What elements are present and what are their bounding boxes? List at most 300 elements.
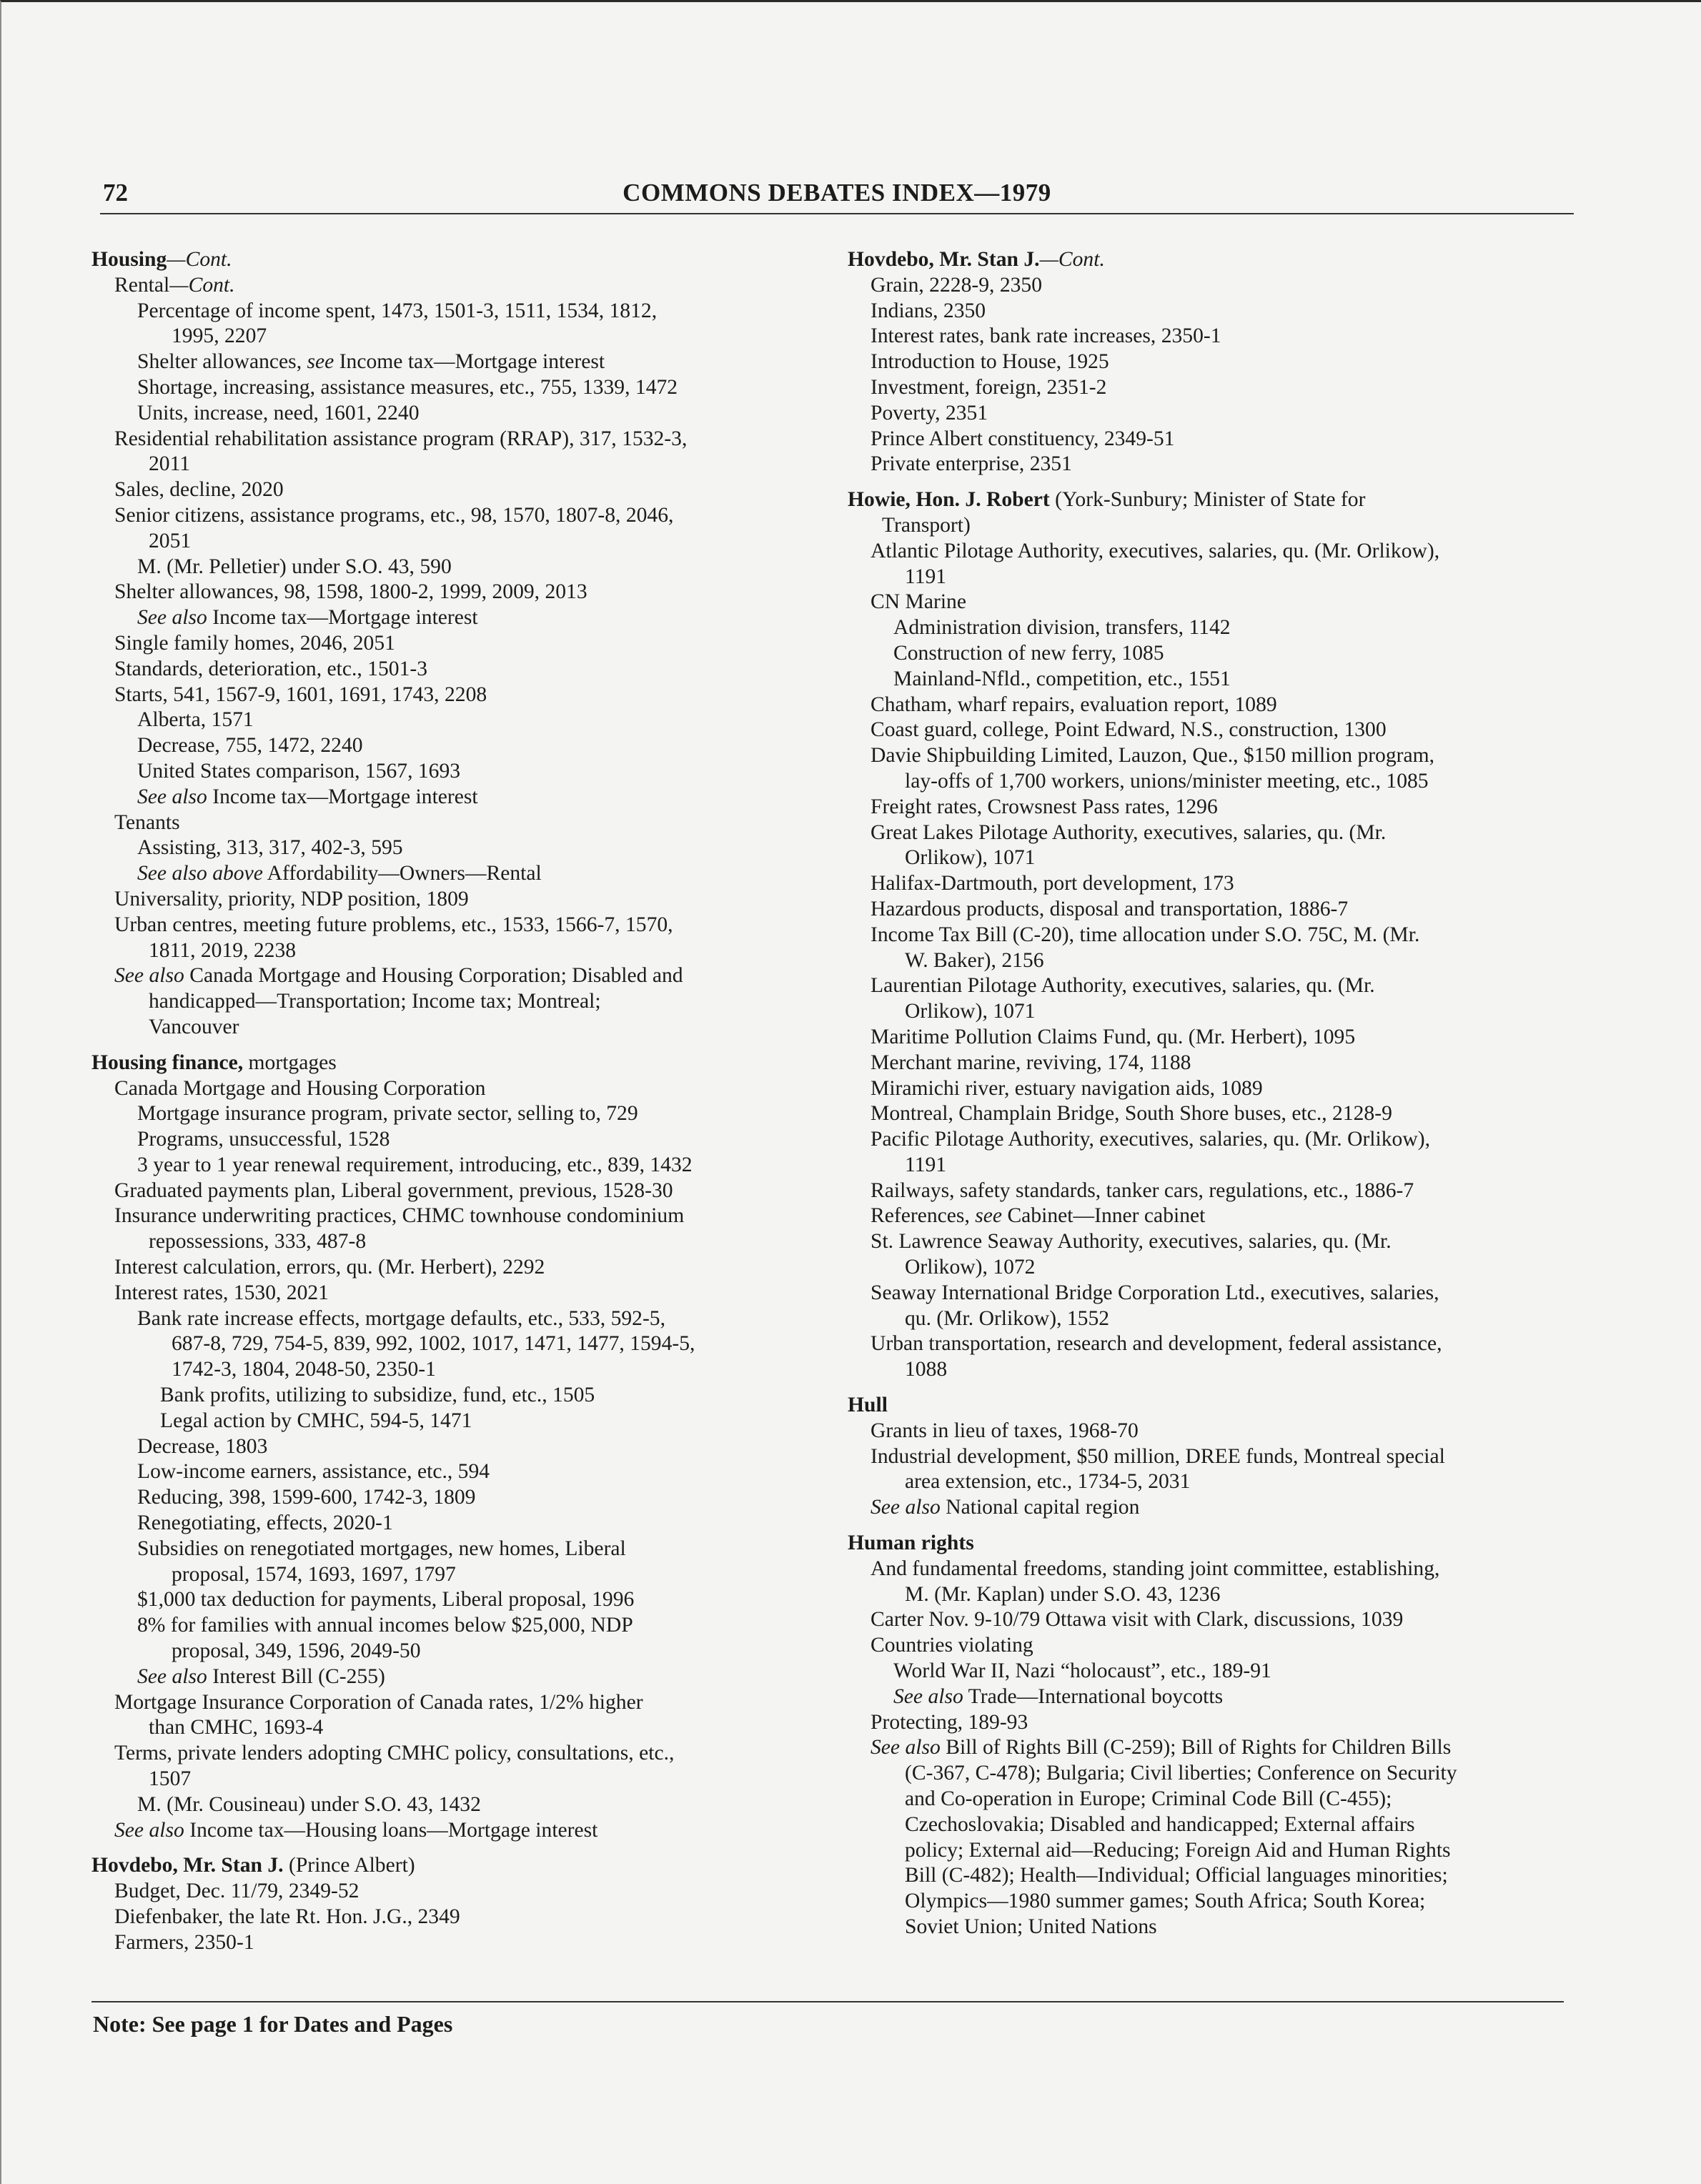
entry-text: M. (Mr. Cousineau) under S.O. 43, 1432 — [137, 1792, 481, 1816]
entry-text: $1,000 tax deduction for payments, Liberal proposal, 1996 — [137, 1588, 635, 1612]
entry-line — [91, 1853, 806, 1879]
entry-line — [91, 835, 806, 861]
entry-line — [848, 1229, 1577, 1255]
entry-text: Mortgage insurance program, private sector, selling to, 729 — [137, 1102, 638, 1126]
entry-text: Soviet Union; United Nations — [905, 1915, 1157, 1938]
entry-text: CN Marine — [871, 590, 966, 614]
entry-line — [848, 667, 1577, 693]
index-subentry — [848, 795, 1577, 820]
entry-text: Affordability—Owners—Rental — [262, 862, 542, 885]
index-subentry — [848, 1281, 1577, 1332]
entry-text: Diefenbaker, the late Rt. Hon. J.G., 2349 — [114, 1905, 460, 1928]
entry-line — [91, 963, 806, 989]
entry-text: Bill of Rights Bill (C-259); Bill of Rights for Children Bills — [940, 1736, 1452, 1759]
index-subentry — [848, 401, 1577, 427]
index-subentry — [91, 1101, 806, 1127]
index-subentry — [848, 273, 1577, 299]
index-subentry — [848, 1203, 1577, 1229]
entry-text: 2011 — [149, 452, 191, 476]
index-subentry — [91, 1281, 806, 1306]
index-subentry — [848, 743, 1577, 795]
entry-continuation-line — [848, 1915, 1577, 1940]
index-heading — [848, 487, 1577, 539]
entry-line — [91, 247, 806, 273]
index-heading — [91, 247, 806, 273]
index-subentry — [848, 1495, 1577, 1521]
heading-term: Hovdebo, Mr. Stan J. — [91, 1854, 284, 1877]
entry-text: 687-8, 729, 754-5, 839, 992, 1002, 1017, 1471, 1477, 1594-5, — [172, 1332, 695, 1356]
entry-text: Rental — [114, 273, 170, 297]
entry-text: Shortage, increasing, assistance measures, etc., 755, 1339, 1472 — [137, 375, 678, 399]
index-subentry — [91, 401, 806, 427]
entry-text: Hazardous products, disposal and transportation, 1886-7 — [871, 897, 1349, 920]
entry-text: Terms, private lenders adopting CMHC policy, consultations, etc., — [114, 1742, 675, 1765]
entry-text: Residential rehabilitation assistance program (RRAP), 317, 1532-3, — [114, 427, 688, 450]
index-subentry — [91, 631, 806, 657]
entry-line — [91, 477, 806, 503]
entry-text: 1742-3, 1804, 2048-50, 2350-1 — [172, 1358, 436, 1381]
index-subentry — [848, 923, 1577, 974]
entry-line — [91, 1905, 806, 1930]
entry-text: Private enterprise, 2351 — [871, 452, 1072, 476]
index-subentry — [91, 810, 806, 836]
entry-line — [848, 1735, 1577, 1761]
entry-line — [848, 349, 1577, 375]
index-subentry — [91, 1255, 806, 1281]
entry-line — [91, 708, 806, 733]
index-subentry — [848, 667, 1577, 693]
entry-continuation-line — [848, 948, 1577, 974]
index-subentry — [91, 708, 806, 733]
index-subentry — [91, 1613, 806, 1664]
index-subentry — [91, 1383, 806, 1409]
index-subentry — [91, 1434, 806, 1460]
entry-text: Urban transportation, research and development, federal assistance, — [871, 1332, 1442, 1356]
heading-term: Housing — [91, 248, 167, 271]
entry-line — [91, 1051, 806, 1076]
index-subentry — [91, 733, 806, 759]
entry-line — [848, 923, 1577, 948]
index-subentry — [91, 1511, 806, 1537]
entry-text: Introduction to House, 1925 — [871, 350, 1109, 374]
entry-text: Single family homes, 2046, 2051 — [114, 631, 395, 655]
entry-text: And fundamental freedoms, standing joint committee, establishing, — [871, 1557, 1440, 1580]
entry-continuation-line — [91, 1715, 806, 1741]
entry-text: Graduated payments plan, Liberal government, previous, 1528-30 — [114, 1178, 673, 1202]
entry-line — [848, 1025, 1577, 1051]
index-subentry — [848, 1025, 1577, 1051]
entry-text: Universality, priority, NDP position, 1809 — [114, 887, 469, 910]
entry-text: Pacific Pilotage Authority, executives, salaries, qu. (Mr. Orlikow), — [871, 1128, 1430, 1151]
index-heading — [848, 247, 1577, 273]
entry-text: Interest Bill (C-255) — [207, 1664, 385, 1688]
entry-text: St. Lawrence Seaway Authority, executives, salaries, qu. (Mr. — [871, 1230, 1392, 1254]
heading-term: Housing finance, — [91, 1051, 244, 1074]
index-subentry — [91, 1459, 806, 1485]
entry-line — [91, 1537, 806, 1562]
index-subentry — [91, 1153, 806, 1178]
entry-line — [91, 580, 806, 605]
entry-continuation-line — [848, 565, 1577, 590]
entry-text: Income tax—Mortgage interest — [207, 606, 478, 630]
index-subentry — [91, 427, 806, 478]
entry-continuation-line — [848, 1889, 1577, 1915]
index-entry-group — [848, 487, 1577, 1383]
entry-line — [91, 1255, 806, 1281]
entry-line — [91, 657, 806, 682]
index-subentry — [91, 1306, 806, 1383]
index-entry-group — [91, 1051, 806, 1844]
entry-continuation-line — [91, 1229, 806, 1255]
entry-text: Reducing, 398, 1599-600, 1742-3, 1809 — [137, 1486, 476, 1509]
entry-text: policy; External aid—Reducing; Foreign Aid and Human Rights — [905, 1838, 1451, 1862]
entry-line — [848, 1710, 1577, 1736]
index-entry-group — [848, 1531, 1577, 1940]
entry-continuation-line — [848, 1306, 1577, 1332]
entry-text: Trade—International boycotts — [963, 1684, 1224, 1708]
index-subentry — [91, 1905, 806, 1930]
entry-line — [848, 452, 1577, 477]
entry-text: Canada Mortgage and Housing Corporation — [114, 1076, 486, 1100]
index-subentry — [848, 539, 1577, 590]
entry-text: Countries violating — [871, 1634, 1033, 1657]
entry-text: Decrease, 755, 1472, 2240 — [137, 734, 363, 758]
index-subentry — [91, 375, 806, 401]
index-subentry — [91, 1792, 806, 1818]
entry-continuation-line — [91, 1639, 806, 1664]
entry-line — [91, 1178, 806, 1204]
entry-text: and Co-operation in Europe; Criminal Code Bill (C-455); — [905, 1787, 1392, 1811]
entry-line — [848, 1419, 1577, 1444]
entry-continuation-line — [848, 1153, 1577, 1178]
entry-text: Bill (C-482); Health—Individual; Official languages minorities; — [905, 1864, 1448, 1887]
continued-marker: —Cont. — [169, 273, 235, 297]
entry-text: repossessions, 333, 487-8 — [149, 1230, 367, 1254]
index-subentry — [848, 1659, 1577, 1684]
index-subentry — [91, 349, 806, 375]
entry-text: 1507 — [149, 1767, 192, 1791]
entry-line — [848, 718, 1577, 743]
index-subentry — [91, 682, 806, 708]
index-subentry — [91, 477, 806, 503]
entry-text: Decrease, 1803 — [137, 1434, 268, 1458]
entry-line — [848, 1659, 1577, 1684]
entry-text: Programs, unsuccessful, 1528 — [137, 1128, 390, 1151]
entry-line — [91, 555, 806, 580]
entry-text: Legal action by CMHC, 594-5, 1471 — [160, 1409, 472, 1432]
entry-text: Urban centres, meeting future problems, etc., 1533, 1566-7, 1570, — [114, 913, 673, 936]
entry-line — [91, 375, 806, 401]
entry-text: 2051 — [149, 529, 192, 552]
cross-reference-marker: See also — [871, 1496, 941, 1519]
index-subentry — [91, 887, 806, 913]
entry-text: Standards, deterioration, etc., 1501-3 — [114, 657, 428, 680]
entry-text: Interest calculation, errors, qu. (Mr. Herbert), 2292 — [114, 1256, 545, 1279]
entry-text: Canada Mortgage and Housing Corporation; Disabled and — [184, 964, 683, 988]
entry-line — [848, 1684, 1577, 1710]
entry-text: Investment, foreign, 2351-2 — [871, 375, 1107, 399]
index-subentry — [91, 963, 806, 1040]
cross-reference-marker: See also — [871, 1736, 941, 1759]
index-subentry — [91, 861, 806, 887]
index-subentry — [91, 1127, 806, 1153]
entry-line — [848, 273, 1577, 299]
entry-text: Renegotiating, effects, 2020-1 — [137, 1512, 393, 1535]
entry-text: Insurance underwriting practices, CHMC townhouse condominium — [114, 1204, 685, 1228]
entry-line — [91, 1664, 806, 1690]
heading-term: Hull — [848, 1394, 888, 1417]
entry-text: Atlantic Pilotage Authority, executives, salaries, qu. (Mr. Orlikow), — [871, 539, 1440, 562]
entry-text: Coast guard, college, Point Edward, N.S., construction, 1300 — [871, 718, 1387, 742]
index-subentry — [91, 759, 806, 785]
entry-line — [848, 1101, 1577, 1127]
entry-text: Miramichi river, estuary navigation aids, 1089 — [871, 1076, 1263, 1100]
entry-text: United States comparison, 1567, 1693 — [137, 759, 461, 783]
entry-line — [848, 973, 1577, 999]
entry-text: Chatham, wharf repairs, evaluation report, 1089 — [871, 693, 1277, 716]
entry-line — [848, 299, 1577, 324]
entry-text: Protecting, 189-93 — [871, 1710, 1028, 1734]
entry-text: Low-income earners, assistance, etc., 594 — [137, 1460, 490, 1484]
entry-line — [848, 590, 1577, 615]
index-entry-group — [91, 1853, 806, 1955]
index-subentry — [91, 1485, 806, 1511]
entry-line — [848, 795, 1577, 820]
entry-continuation-line — [91, 529, 806, 555]
entry-text: proposal, 1574, 1693, 1697, 1797 — [172, 1562, 456, 1586]
index-subentry — [848, 1684, 1577, 1710]
entry-line — [848, 743, 1577, 769]
entry-line — [848, 1178, 1577, 1204]
entry-line — [91, 1076, 806, 1102]
index-subentry — [91, 1537, 806, 1588]
index-subentry — [848, 693, 1577, 718]
entry-line — [848, 375, 1577, 401]
entry-line — [91, 503, 806, 529]
entry-continuation-line — [848, 1357, 1577, 1383]
entry-text: Mortgage Insurance Corporation of Canada rates, 1/2% higher — [114, 1690, 643, 1714]
index-subentry — [848, 1633, 1577, 1659]
index-subentry — [91, 1178, 806, 1204]
entry-line — [848, 247, 1577, 273]
entry-text: M. (Mr. Pelletier) under S.O. 43, 590 — [137, 555, 452, 578]
entry-line — [91, 1511, 806, 1537]
entry-text: 1995, 2207 — [172, 324, 267, 348]
entry-continuation-line — [848, 1787, 1577, 1812]
entry-continuation-line — [91, 1015, 806, 1041]
entry-line — [91, 1434, 806, 1460]
index-subentry — [848, 1178, 1577, 1204]
entry-line — [848, 1281, 1577, 1306]
entry-line — [848, 1051, 1577, 1076]
entry-line — [848, 1557, 1577, 1582]
entry-text: Starts, 541, 1567-9, 1601, 1691, 1743, 2208 — [114, 682, 487, 706]
index-subentry — [848, 324, 1577, 349]
entry-line — [91, 1587, 806, 1613]
index-heading — [91, 1051, 806, 1076]
entry-line — [848, 871, 1577, 897]
entry-text: Orlikow), 1072 — [905, 1256, 1036, 1279]
entry-text: (C-367, C-478); Bulgaria; Civil liberties; Conference on Security — [905, 1762, 1457, 1785]
index-subentry — [848, 299, 1577, 324]
index-subentry — [848, 375, 1577, 401]
entry-line — [848, 427, 1577, 452]
page-number: 72 — [103, 179, 128, 207]
entry-line — [848, 1127, 1577, 1153]
entry-text: Poverty, 2351 — [871, 401, 988, 425]
heading-term: Human rights — [848, 1532, 974, 1555]
entry-line — [91, 1741, 806, 1767]
entry-line — [91, 1459, 806, 1485]
entry-line — [91, 427, 806, 452]
index-subentry — [848, 718, 1577, 743]
heading-qualifier: mortgages — [243, 1051, 337, 1074]
heading-term: Hovdebo, Mr. Stan J. — [848, 248, 1040, 271]
entry-line — [91, 631, 806, 657]
cross-reference-marker: See also — [137, 785, 207, 808]
entry-line — [91, 785, 806, 810]
entry-line — [91, 1879, 806, 1905]
index-subentry — [848, 590, 1577, 615]
entry-line — [848, 1607, 1577, 1633]
entry-text: Prince Albert constituency, 2349-51 — [871, 427, 1175, 450]
continued-marker: —Cont. — [167, 248, 232, 271]
entry-line — [91, 349, 806, 375]
entry-text: qu. (Mr. Orlikow), 1552 — [905, 1306, 1110, 1330]
entry-text: Income tax—Mortgage interest — [334, 350, 605, 374]
entry-text: Davie Shipbuilding Limited, Lauzon, Que., $150 million program, — [871, 744, 1435, 768]
entry-text: Cabinet—Inner cabinet — [1002, 1204, 1206, 1228]
entry-line — [91, 1281, 806, 1306]
index-subentry — [91, 913, 806, 964]
index-subentry — [91, 1203, 806, 1255]
entry-line — [91, 401, 806, 427]
entry-text: References, — [871, 1204, 976, 1228]
index-subentry — [848, 1607, 1577, 1633]
entry-text: Railways, safety standards, tanker cars, regulations, etc., 1886-7 — [871, 1178, 1414, 1202]
index-subentry — [848, 452, 1577, 477]
index-subentry — [848, 349, 1577, 375]
entry-text: 1191 — [905, 1153, 947, 1176]
index-subentry — [91, 605, 806, 631]
entry-line — [848, 1076, 1577, 1102]
entry-continuation-line — [91, 989, 806, 1015]
entry-line — [91, 1306, 806, 1332]
entry-text: Bank rate increase effects, mortgage defaults, etc., 533, 592-5, — [137, 1306, 666, 1330]
entry-continuation-line — [848, 999, 1577, 1025]
entry-line — [848, 324, 1577, 349]
entry-continuation-line — [848, 1469, 1577, 1495]
index-subentry — [848, 1444, 1577, 1496]
entry-continuation-line — [91, 1357, 806, 1383]
cross-reference-marker: See also — [137, 1664, 207, 1688]
entry-continuation-line — [848, 1582, 1577, 1608]
entry-line — [848, 820, 1577, 846]
index-subentry — [848, 615, 1577, 641]
entry-text: than CMHC, 1693-4 — [149, 1716, 324, 1739]
entry-text: Vancouver — [149, 1015, 239, 1038]
index-subentry — [848, 1710, 1577, 1736]
index-subentry — [91, 1076, 806, 1102]
footer-note: Note: See page 1 for Dates and Pages — [93, 2011, 453, 2037]
entry-text: Orlikow), 1071 — [905, 1000, 1036, 1023]
index-subentry — [848, 1051, 1577, 1076]
entry-text: Mainland-Nfld., competition, etc., 1551 — [893, 667, 1231, 690]
index-column-right — [848, 247, 1577, 1940]
entry-line — [91, 1153, 806, 1178]
index-entry-group — [848, 1393, 1577, 1521]
heading-qualifier: (Prince Albert) — [283, 1854, 415, 1877]
entry-line — [91, 887, 806, 913]
entry-text: Interest rates, bank rate increases, 2350-1 — [871, 324, 1221, 348]
entry-line — [91, 273, 806, 299]
entry-line — [848, 897, 1577, 923]
index-subentry — [91, 1587, 806, 1613]
entry-text: Indians, 2350 — [871, 299, 986, 322]
entry-continuation-line — [848, 513, 1577, 539]
heading-qualifier: (York-Sunbury; Minister of State for — [1049, 488, 1366, 512]
entry-text: Czechoslovakia; Disabled and handicapped; External affairs — [905, 1812, 1415, 1836]
index-subentry — [848, 1229, 1577, 1281]
index-subentry — [91, 1879, 806, 1905]
entry-text: Montreal, Champlain Bridge, South Shore buses, etc., 2128-9 — [871, 1102, 1392, 1126]
entry-text: Orlikow), 1071 — [905, 846, 1036, 870]
entry-text: Construction of new ferry, 1085 — [893, 641, 1164, 665]
index-subentry — [91, 1930, 806, 1956]
index-subentry — [91, 580, 806, 605]
entry-line — [848, 487, 1577, 513]
entry-text: Budget, Dec. 11/79, 2349-52 — [114, 1880, 359, 1903]
entry-continuation-line — [91, 452, 806, 477]
entry-line — [91, 1203, 806, 1229]
index-subentry — [91, 657, 806, 682]
entry-continuation-line — [848, 1838, 1577, 1864]
index-subentry — [848, 1735, 1577, 1940]
entry-text: Assisting, 313, 317, 402-3, 595 — [137, 836, 403, 860]
entry-text: Industrial development, $50 million, DREE funds, Montreal special — [871, 1444, 1445, 1468]
index-subentry — [848, 1101, 1577, 1127]
cross-reference-marker: See also — [114, 964, 184, 988]
entry-text: area extension, etc., 1734-5, 2031 — [905, 1470, 1191, 1494]
entry-text: Grain, 2228-9, 2350 — [871, 273, 1043, 297]
index-subentry — [91, 299, 806, 350]
entry-line — [91, 1792, 806, 1818]
index-subentry — [848, 820, 1577, 872]
entry-text: Senior citizens, assistance programs, etc., 98, 1570, 1807-8, 2046, — [114, 503, 674, 527]
entry-text: Laurentian Pilotage Authority, executives, salaries, qu. (Mr. — [871, 974, 1375, 998]
entry-text: 8% for families with annual incomes below $25,000, NDP — [137, 1614, 633, 1637]
cross-reference-marker: see — [307, 350, 334, 374]
entry-line — [848, 615, 1577, 641]
cross-reference-marker: see — [975, 1204, 1003, 1228]
index-subentry — [848, 871, 1577, 897]
entry-text: Bank profits, utilizing to subsidize, fund, etc., 1505 — [160, 1384, 595, 1407]
entry-text: Percentage of income spent, 1473, 1501-3, 1511, 1534, 1812, — [137, 299, 658, 322]
entry-continuation-line — [91, 1331, 806, 1357]
entry-text: National capital region — [940, 1496, 1140, 1519]
entry-continuation-line — [91, 1767, 806, 1792]
entry-text: 1088 — [905, 1358, 948, 1381]
entry-text: Merchant marine, reviving, 174, 1188 — [871, 1051, 1191, 1074]
entry-line — [91, 1690, 806, 1716]
entry-line — [848, 1331, 1577, 1357]
entry-line — [91, 913, 806, 938]
entry-text: Income tax—Housing loans—Mortgage interest — [184, 1818, 598, 1842]
index-column-left — [91, 247, 806, 1956]
entry-text: Shelter allowances, — [137, 350, 307, 374]
continued-marker: —Cont. — [1039, 248, 1105, 271]
entry-line — [91, 299, 806, 324]
